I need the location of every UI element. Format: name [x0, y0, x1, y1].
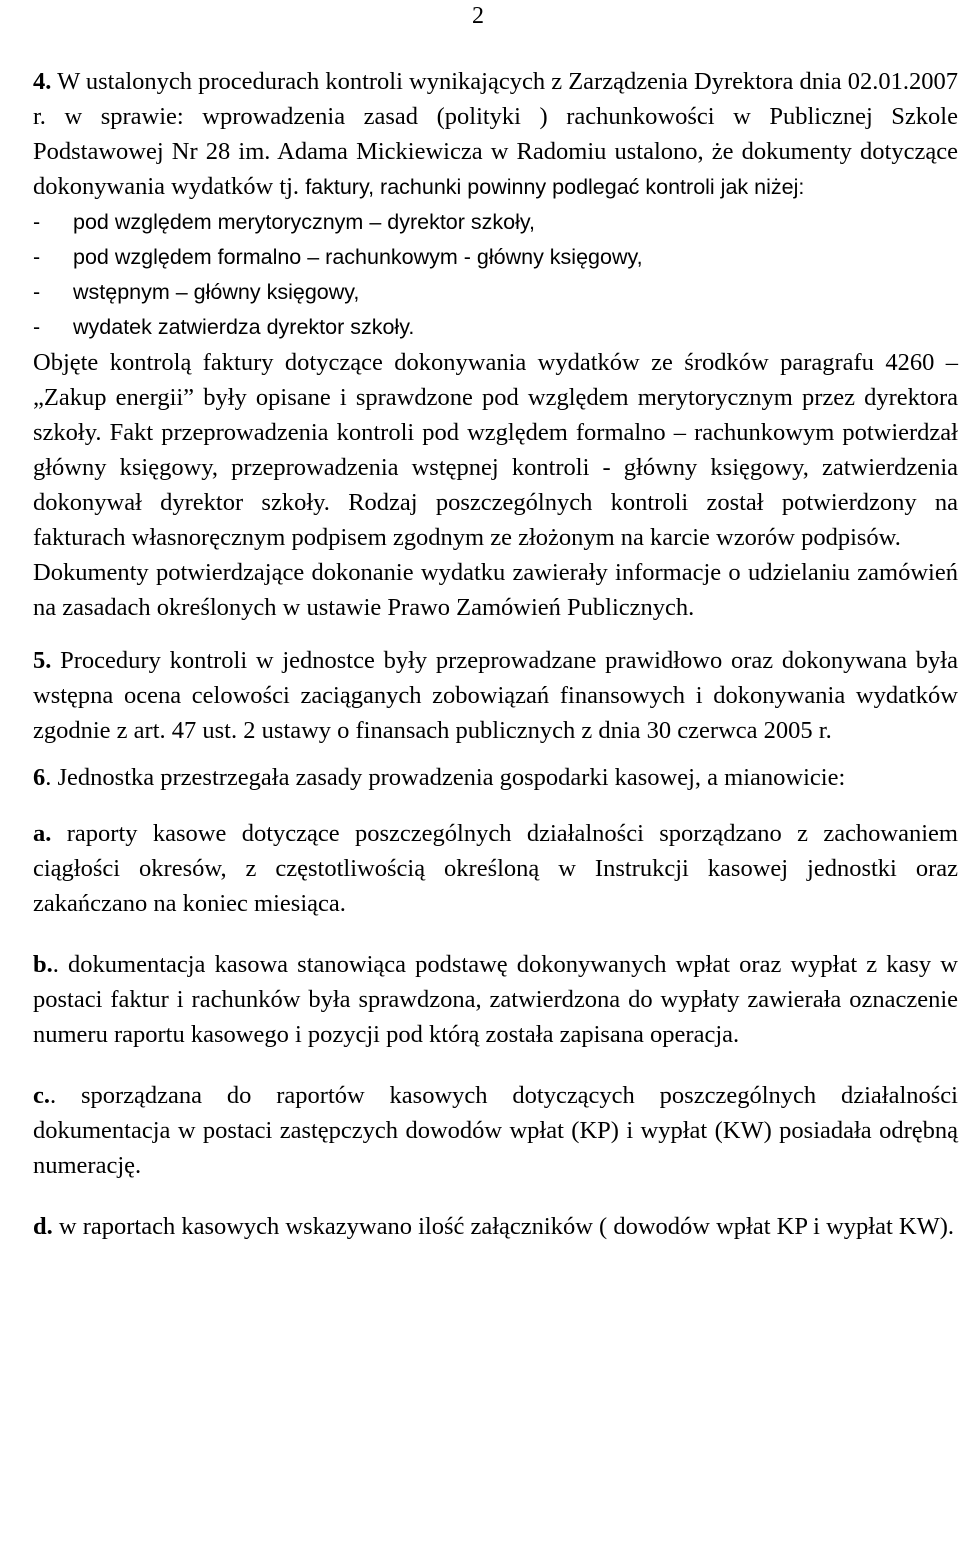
section-6-item-a — [33, 816, 958, 921]
section-6-text: . Jednostka przestrzegała zasady prowadzenia gospodarki kasowej, a mianowicie: — [45, 764, 846, 791]
list-item-text: wydatek zatwierdza dyrektor szkoły. — [73, 315, 415, 339]
section-5 — [33, 643, 958, 748]
section-4-intro — [33, 64, 958, 205]
list-item-text: pod względem merytorycznym – dyrektor szkoły, — [73, 210, 535, 234]
section-4-intro-text: W ustalonych procedurach kontroli wynikających z Zarządzenia Dyrektora dnia 02.01.2007 r. w sprawie: wprowadzenia zasad (polityki ) rachunkowości w Publicznej Szkole Podstawowej Nr 28 im. Adama Mickiewicza w Radomiu ustalono, że dokumenty dotyczące dokonywania wydatków tj. — [33, 68, 959, 200]
item-label: d. — [33, 1213, 53, 1240]
list-item — [33, 310, 958, 345]
section-4-paragraph-3: Dokumenty potwierdzające dokonanie wydatku zawierały informacje o udzielaniu zamówień na zasadach określonych w ustawie Prawo Zamówień Publicznych. — [33, 559, 958, 621]
list-dash: - — [33, 280, 41, 304]
list-item-text: wstępnym – główny księgowy, — [73, 280, 360, 304]
list-dash: - — [33, 210, 41, 234]
section-number: 5. — [33, 647, 52, 674]
item-label: a. — [33, 820, 52, 847]
item-label: c. — [33, 1082, 50, 1109]
item-label: b. — [33, 951, 53, 978]
list-item — [33, 275, 958, 310]
item-text: raporty kasowe dotyczące poszczególnych działalności sporządzano z zachowaniem ciągłości okresów, z częstotliwością określoną w Instrukcji kasowej jednostki oraz zakańczano na koniec miesiąca. — [33, 820, 958, 917]
list-dash: - — [33, 315, 41, 339]
section-number: 4. — [33, 68, 52, 95]
list-item-text: pod względem formalno – rachunkowym - główny księgowy, — [73, 245, 643, 269]
section-6-item-c — [33, 1078, 958, 1183]
document-body — [33, 64, 958, 1244]
section-4-paragraph-2: Objęte kontrolą faktury dotyczące dokonywania wydatków ze środków paragrafu 4260 – „Zakup energii” były opisane i sprawdzone pod względem merytorycznym przez dyrektora szkoły. Fakt przeprowadzenia kontroli pod względem formalno – rachunkowym potwierdzał główny księgowy, przeprowadzenia wstępnej kontroli - główny księgowy, zatwierdzenia dokonywał dyrektor szkoły. Rodzaj poszczególnych kontroli został potwierdzony na fakturach własnoręcznym podpisem zgodnym ze złożonym na karcie wzorów podpisów. — [33, 349, 958, 551]
section-6-item-d — [33, 1209, 958, 1244]
section-5-text: Procedury kontroli w jednostce były przeprowadzane prawidłowo oraz dokonywana była wstępna ocena celowości zaciąganych zobowiązań finansowych i dokonywania wydatków zgodnie z art. 47 ust. 2 ustawy o finansach publicznych z dnia 30 czerwca 2005 r. — [33, 647, 958, 744]
section-6 — [33, 760, 958, 795]
list-item — [33, 205, 958, 240]
list-dash: - — [33, 245, 41, 269]
page-number: 2 — [472, 3, 484, 29]
list-item — [33, 240, 958, 275]
section-number: 6 — [33, 764, 46, 791]
item-text: w raportach kasowych wskazywano ilość załączników ( dowodów wpłat KP i wypłat KW). — [58, 1213, 955, 1240]
item-text: . sporządzana do raportów kasowych dotyczących poszczególnych działalności dokumentacja w postaci zastępczych dowodów wpłat (KP) i wypłat (KW) posiadała odrębną numerację. — [33, 1082, 958, 1179]
section-4-intro-continuation: faktury, rachunki powinny podlegać kontroli jak niżej: — [305, 175, 805, 199]
section-6-item-b — [33, 947, 958, 1052]
item-text: . dokumentacja kasowa stanowiąca podstawę dokonywanych wpłat oraz wypłat z kasy w postaci faktur i rachunków była sprawdzona, zatwierdzona do wypłaty zawierała oznaczenie numeru raportu kasowego i pozycji pod którą została zapisana operacja. — [33, 951, 958, 1048]
